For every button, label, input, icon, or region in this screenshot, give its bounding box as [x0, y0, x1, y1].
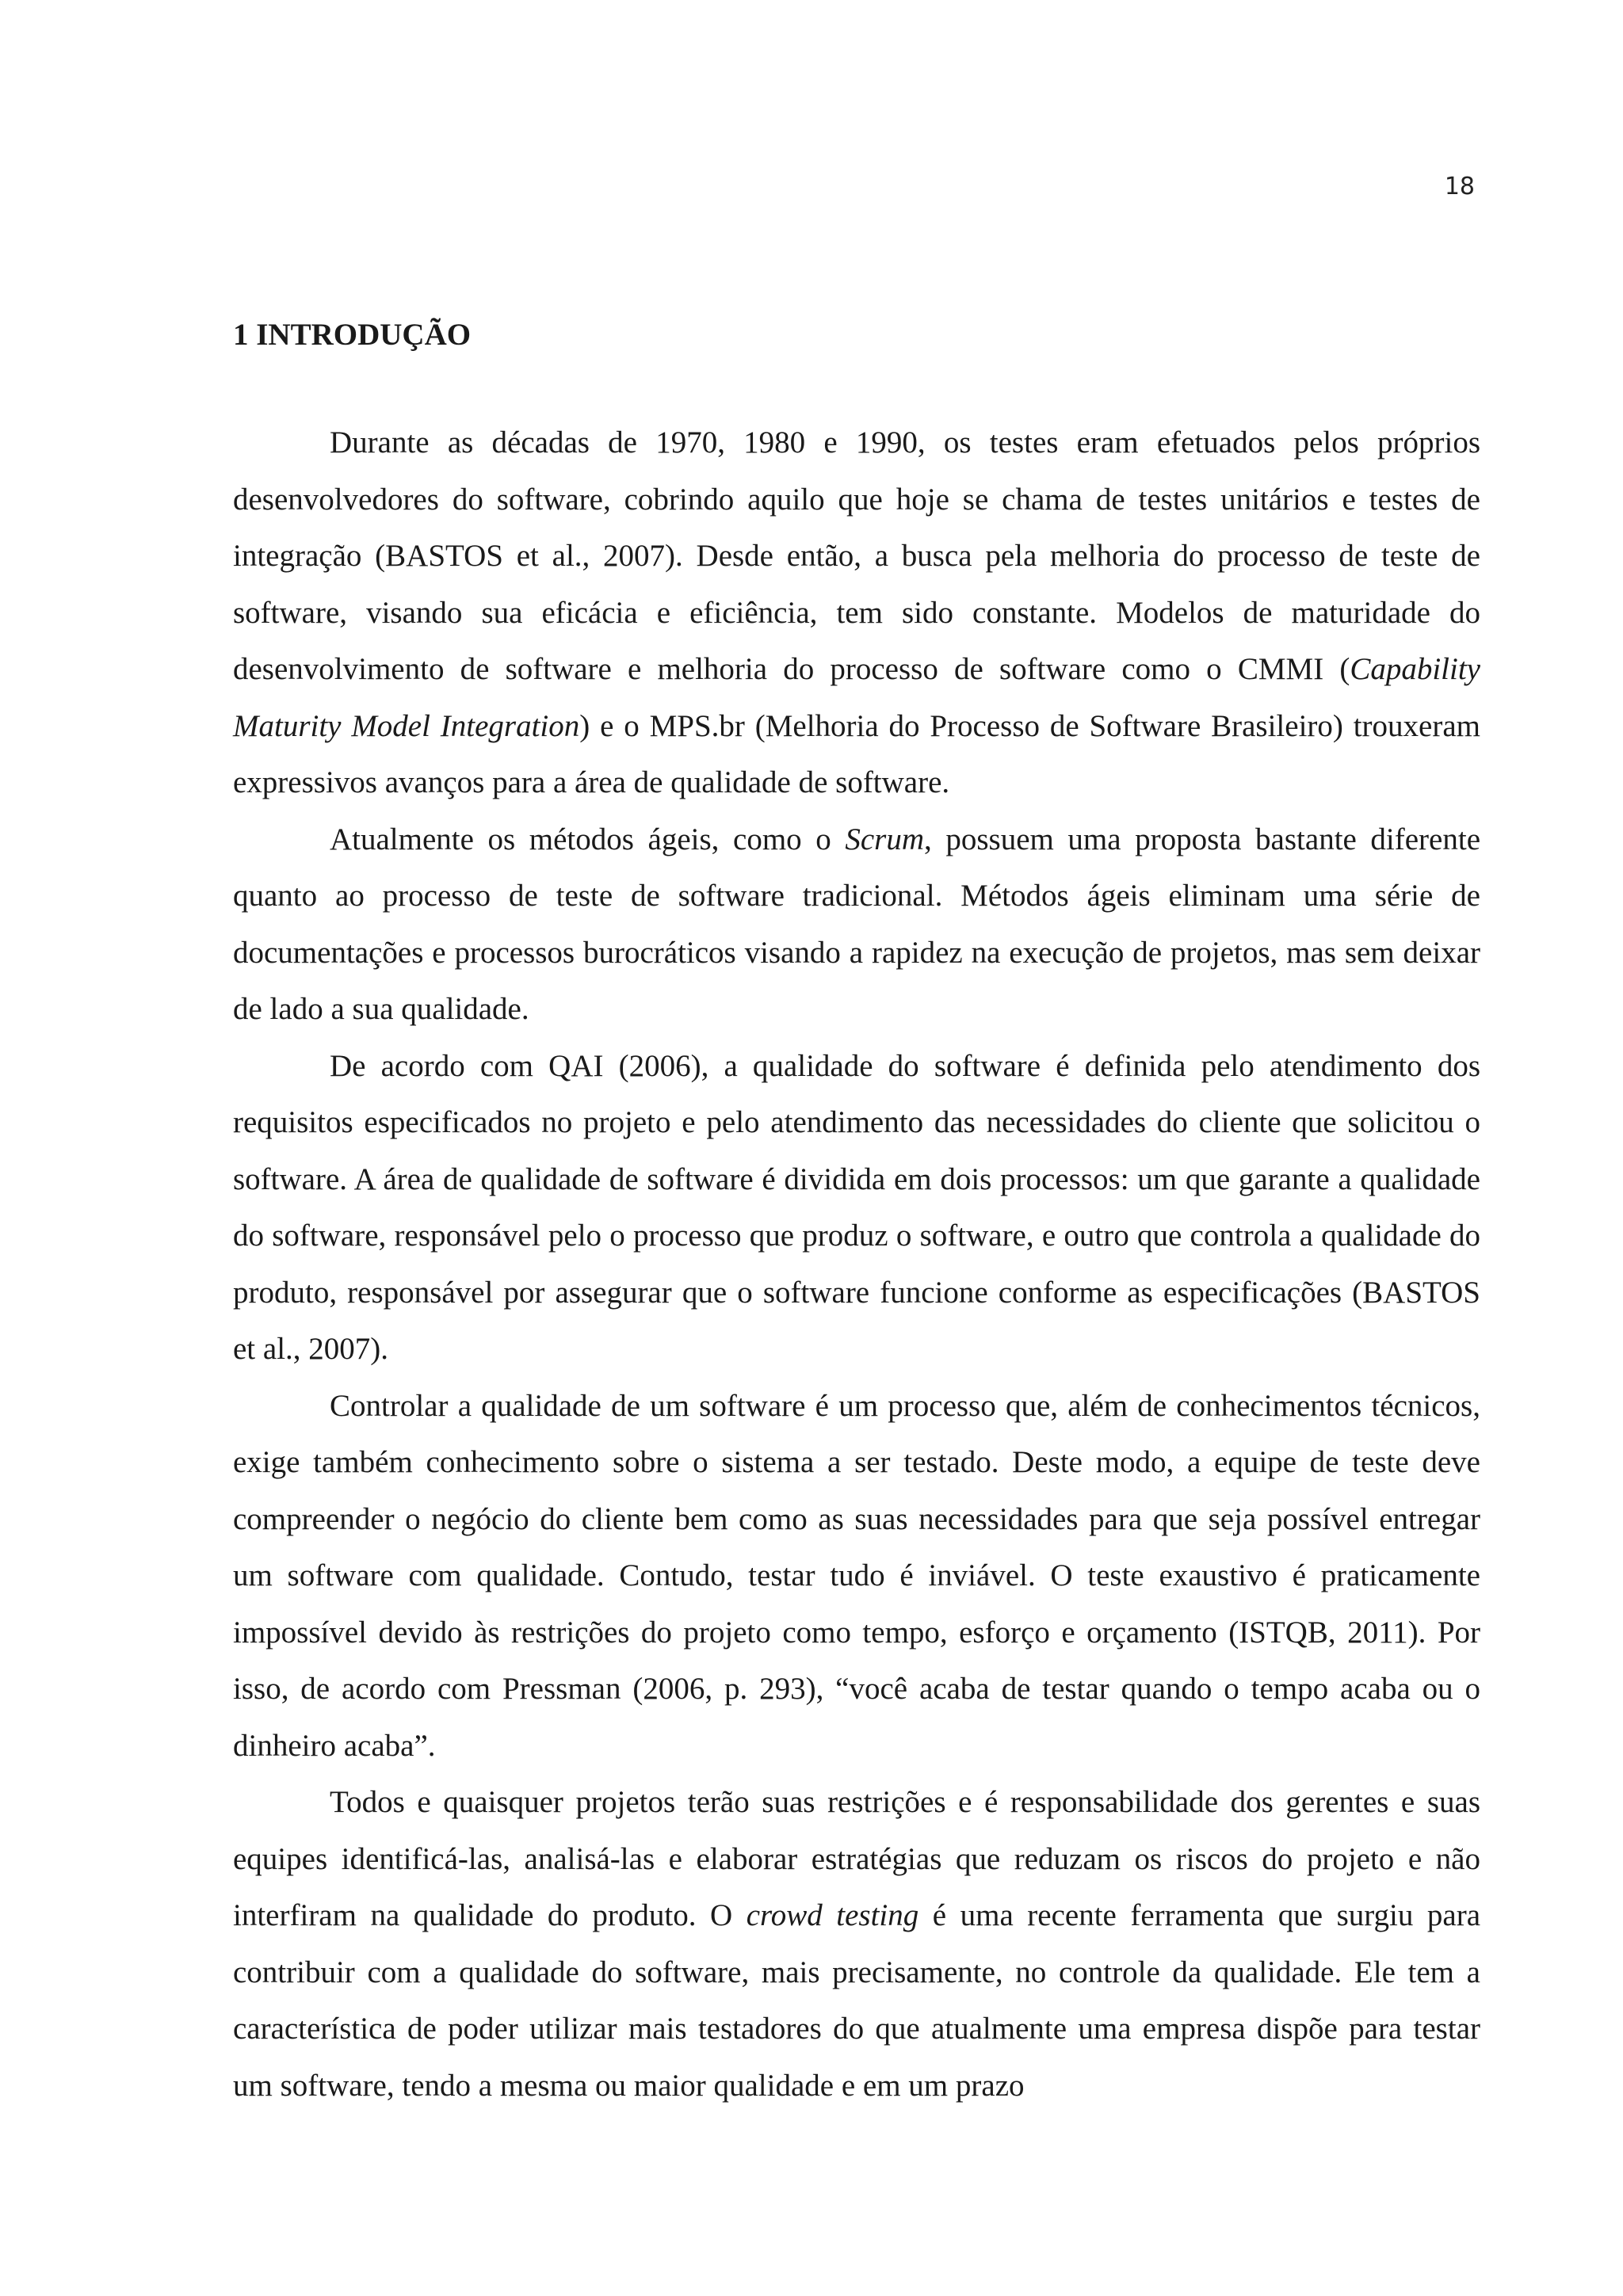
paragraph-list — [233, 414, 1480, 2114]
body-paragraph — [233, 1378, 1480, 1775]
paragraph-text: De acordo com QAI (2006), a qualidade do software é definida pelo atendimento dos requisitos especificados no projeto e pelo atendimento das necessidades do cliente que solicitou o software. A área de qualidade de software é dividida em dois processos: um que garante a qualidade do software, responsável pelo o processo que produz o software, e outro que controla a qualidade do produto, responsável por assegurar que o software funcione conforme as especificações (BASTOS et al., 2007). — [233, 1048, 1480, 1366]
paragraph-text: Durante as décadas de 1970, 1980 e 1990, os testes eram efetuados pelos próprios desenvolvedores do software, cobrindo aquilo que hoje se chama de testes unitários e testes de integração (BASTOS et al., 2007). Desde então, a busca pela melhoria do processo de teste de software, visando sua eficácia e eficiência, tem sido constante. Modelos de maturidade do desenvolvimento de software e melhoria do processo de software como o CMMI ( — [233, 425, 1480, 686]
italic-text: crowd testing — [746, 1898, 919, 1932]
italic-text: Capability Maturity Model Integration — [233, 652, 1480, 743]
paragraph-text: é uma recente ferramenta que surgiu para contribuir com a qualidade do software, mais precisamente, no controle da qualidade. Ele tem a característica de poder utilizar mais testadores do que atualmente uma empresa dispõe para testar um software, tendo a mesma ou maior qualidade e em um prazo — [233, 1898, 1481, 2103]
paragraph-text: Atualmente os métodos ágeis, como o — [330, 822, 846, 856]
body-paragraph — [233, 1038, 1480, 1378]
body-paragraph — [233, 1774, 1480, 2114]
paragraph-text: Controlar a qualidade de um software é um processo que, além de conhecimentos técnicos, exige também conhecimento sobre o sistema a ser testado. Deste modo, a equipe de teste deve compreender o negócio do cliente bem como as suas necessidades para que seja possível entregar um software com qualidade. Contudo, testar tudo é inviável. O teste exaustivo é praticamente impossível devido às restrições do projeto como tempo, esforço e orçamento (ISTQB, 2011). Por isso, de acordo com Pressman (2006, p. 293), “você acaba de testar quando o tempo acaba ou o dinheiro acaba”. — [233, 1388, 1480, 1763]
italic-text: Scrum — [845, 822, 924, 856]
paragraph-text: Todos e quaisquer projetos terão suas restrições e é responsabilidade dos gerentes e suas equipes identificá-las, analisá-las e elaborar estratégias que reduzam os riscos do projeto e não interfiram na qualidade do produto. O — [233, 1785, 1480, 1932]
paragraph-text: ) e o MPS.br (Melhoria do Processo de Software Brasileiro) trouxeram expressivos avanços para a área de qualidade de software. — [233, 708, 1480, 799]
paragraph-text: , possuem uma proposta bastante diferente quanto ao processo de teste de software tradicional. Métodos ágeis eliminam uma série de documentações e processos burocráticos visando a rapidez na execução de projetos, mas sem deixar de lado a sua qualidade. — [233, 822, 1480, 1026]
page-number: 18 — [1444, 173, 1475, 200]
section-heading: 1 INTRODUÇÃO — [233, 318, 472, 352]
document-body — [233, 313, 1480, 2114]
body-paragraph — [233, 414, 1480, 811]
body-paragraph — [233, 811, 1480, 1038]
